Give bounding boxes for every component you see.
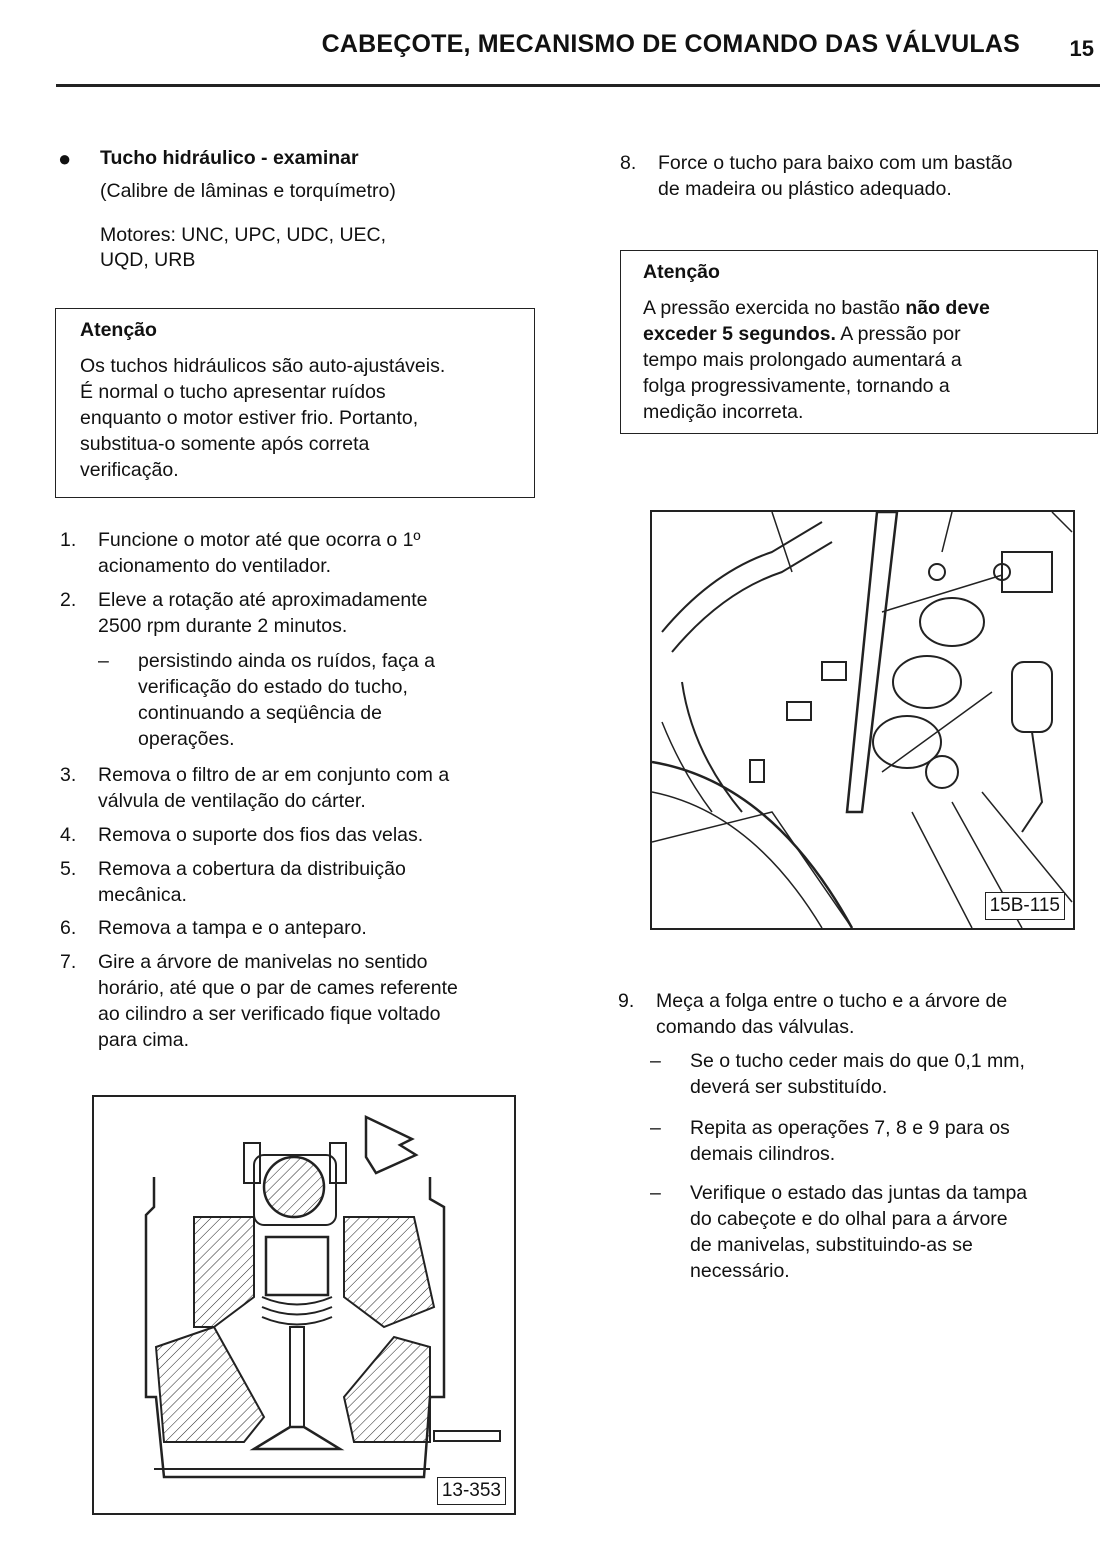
attention-line: enquanto o motor estiver frio. Portanto, <box>80 407 419 429</box>
attention-text: A pressão por <box>835 323 961 345</box>
direction-arrow-icon <box>366 1117 416 1173</box>
subitem-line: operações. <box>138 728 235 750</box>
dash-marker: – <box>650 1050 661 1072</box>
engines-line-1: Motores: UNC, UPC, UDC, UEC, <box>100 224 387 246</box>
figure-cylinder-head-section <box>92 1095 516 1515</box>
dash-marker: – <box>650 1117 661 1139</box>
step-9 <box>618 988 1094 1042</box>
subitem-line: Repita as operações 7, 8 e 9 para os <box>690 1117 1010 1139</box>
dash-marker: – <box>650 1182 661 1204</box>
step-line: acionamento do ventilador. <box>98 555 332 577</box>
attention-line: Os tuchos hidráulicos são auto-ajustáveis. <box>80 355 446 377</box>
step-line: Eleve a rotação até aproximadamente <box>98 589 428 611</box>
subitem-line: demais cilindros. <box>690 1143 836 1165</box>
subitem-line: necessário. <box>690 1260 790 1282</box>
step-3 <box>60 762 540 816</box>
section-title: Tucho hidráulico - examinar <box>100 147 359 169</box>
step-number: 2. <box>60 589 77 611</box>
step-line: Remova o filtro de ar em conjunto com a <box>98 764 450 786</box>
step-9-subitem <box>650 1115 1095 1169</box>
header-divider <box>56 84 1100 87</box>
step-number: 7. <box>60 951 77 973</box>
page-number: 15 <box>1069 36 1094 61</box>
step-8 <box>620 150 1090 204</box>
page-header-title: CABEÇOTE, MECANISMO DE COMANDO DAS VÁLVULAS <box>321 30 1020 58</box>
figure-label: 13-353 <box>437 1477 506 1505</box>
step-number: 5. <box>60 858 77 880</box>
engine-drawing <box>652 512 1073 928</box>
step-line: Remova o suporte dos fios das velas. <box>98 824 424 846</box>
attention-emphasis: exceder 5 segundos. <box>643 323 836 345</box>
attention-line: folga progressivamente, tornando a <box>643 375 950 397</box>
step-line: comando das válvulas. <box>656 1016 855 1038</box>
attention-line: É normal o tucho apresentar ruídos <box>80 381 386 403</box>
attention-emphasis: não deve <box>905 297 990 319</box>
step-line: mecânica. <box>98 884 187 906</box>
step-number: 9. <box>618 990 635 1012</box>
step-line: de madeira ou plástico adequado. <box>658 178 952 200</box>
attention-line: substitua-o somente após correta <box>80 433 370 455</box>
step-line: horário, até que o par de cames referente <box>98 977 458 999</box>
tappet-icon <box>266 1237 328 1295</box>
step-number: 8. <box>620 152 637 174</box>
attention-line: tempo mais prolongado aumentará a <box>643 349 962 371</box>
step-5 <box>60 856 540 910</box>
engines-line-2: UQD, URB <box>100 249 196 271</box>
step-6 <box>60 915 540 943</box>
attention-title: Atenção <box>643 261 720 283</box>
figure-label: 15B-115 <box>985 892 1065 920</box>
figure-engine-measurement <box>650 510 1075 930</box>
step-line: Remova a tampa e o anteparo. <box>98 917 367 939</box>
step-9-subitem <box>650 1180 1095 1286</box>
step-line: Remova a cobertura da distribuição <box>98 858 406 880</box>
subitem-line: deverá ser substituído. <box>690 1076 888 1098</box>
step-line: 2500 rpm durante 2 minutos. <box>98 615 348 637</box>
step-2 <box>60 587 540 641</box>
subitem-line: Se o tucho ceder mais do que 0,1 mm, <box>690 1050 1025 1072</box>
step-line: Gire a árvore de manivelas no sentido <box>98 951 428 973</box>
attention-box-right <box>620 250 1098 434</box>
subitem-line: verificação do estado do tucho, <box>138 676 408 698</box>
step-number: 1. <box>60 529 77 551</box>
subitem-line: do cabeçote e do olhal para a árvore <box>690 1208 1008 1230</box>
step-4 <box>60 822 540 850</box>
subitem-line: continuando a seqüência de <box>138 702 382 724</box>
subitem-line: Verifique o estado das juntas da tampa <box>690 1182 1028 1204</box>
step-number: 4. <box>60 824 77 846</box>
attention-line <box>643 295 1085 321</box>
subitem-line: persistindo ainda os ruídos, faça a <box>138 650 436 672</box>
step-number: 3. <box>60 764 77 786</box>
step-line: Funcione o motor até que ocorra o 1º <box>98 529 421 551</box>
step-2-subitem <box>98 648 528 754</box>
step-line: para cima. <box>98 1029 190 1051</box>
subitem-line: de manivelas, substituindo-as se <box>690 1234 973 1256</box>
step-9-subitem <box>650 1048 1095 1102</box>
step-line: Force o tucho para baixo com um bastão <box>658 152 1013 174</box>
attention-line: verificação. <box>80 459 179 481</box>
cylinder-head-drawing <box>94 1097 514 1513</box>
attention-title: Atenção <box>80 319 157 341</box>
valve-stem-icon <box>290 1327 304 1427</box>
step-number: 6. <box>60 917 77 939</box>
attention-line <box>643 321 1085 347</box>
step-1 <box>60 527 540 581</box>
step-line: ao cilindro a ser verificado fique voltado <box>98 1003 441 1025</box>
attention-text: A pressão exercida no bastão <box>643 297 906 319</box>
step-line: válvula de ventilação do cárter. <box>98 790 366 812</box>
attention-box-left <box>55 308 535 498</box>
step-7 <box>60 949 540 1055</box>
section-subtitle: (Calibre de lâminas e torquímetro) <box>100 180 396 202</box>
step-line: Meça a folga entre o tucho e a árvore de <box>656 990 1008 1012</box>
dash-marker: – <box>98 650 109 672</box>
camshaft-icon <box>264 1157 324 1217</box>
bullet-icon: ● <box>58 146 72 171</box>
attention-line: medição incorreta. <box>643 401 804 423</box>
